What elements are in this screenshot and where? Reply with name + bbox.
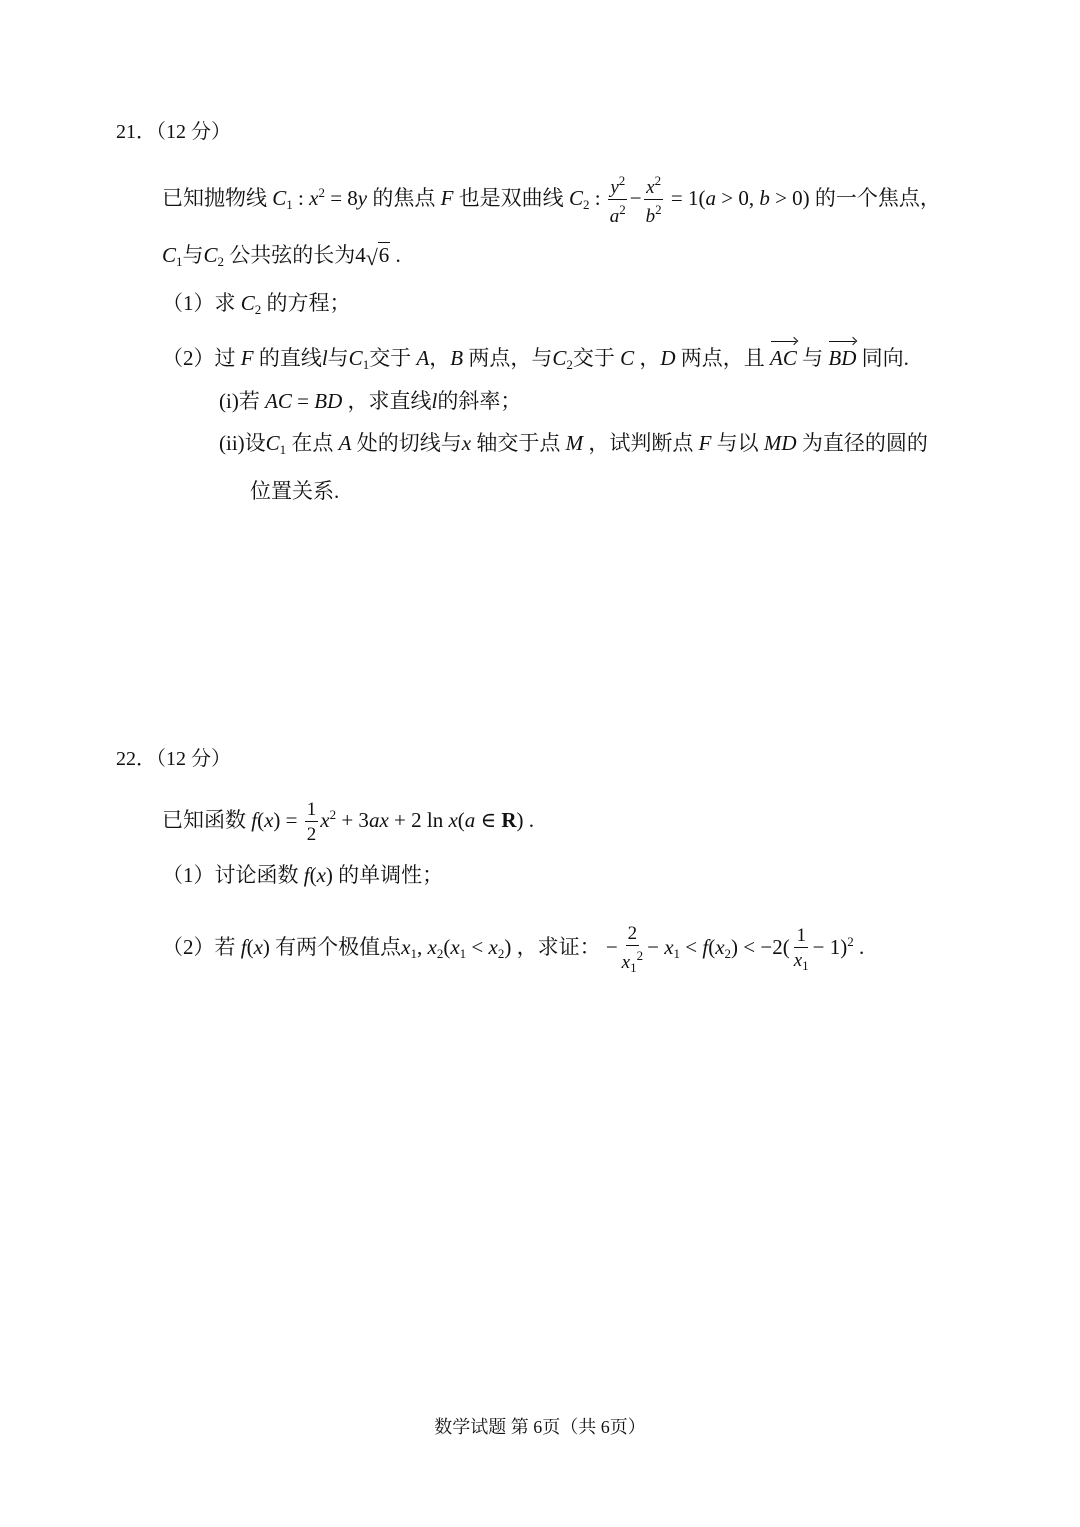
q21-header: 21．（12 分） — [116, 121, 231, 143]
q22-header: 22．（12 分） — [116, 748, 231, 770]
page-footer: 数学试题 第 6页（共 6页） — [434, 1417, 646, 1437]
q21-intro-line1: 已知抛物线 $C_1$ : $x^2 = 8y$ 的焦点 F 也是双曲线 $C_2$ : $\frac{y^2}{a^2}$ − $\frac{x^2}{b^2}$ = 1(a > 0, b > 0) 的一个焦点， — [162, 173, 941, 227]
q21-part2-ii: (ii)设$C_1$ 在点 A 处的切线与x 轴交于点 M ，试判断点 F 与以 MD 为直径的圆的 — [219, 431, 928, 457]
q22-part2: （2）若 f(x) 有两个极值点$x_1$, $x_2(x_1 < x_2)$ ，求证： − $\frac{2}{x_1^2}$ − $x_1 < f(x_2) < -2$( $\frac{1}{x_1}$ − 1)$^2$ . — [162, 923, 865, 975]
q22-part1: （1）讨论函数 f(x) 的单调性； — [162, 863, 444, 887]
q21-part1: （1）求 $C_2$ 的方程； — [162, 291, 351, 317]
q21-part2: （2）过 F 的直线l与$C_1$交于 A，B 两点，与$C_2$交于 C ，D 两点，且 AC 与 BD 同向. — [162, 339, 909, 380]
q22-intro: 已知函数 f(x) = $\frac{1}{2}$ $x^2 + 3ax + 2$ ln x(a ∈ R) . — [162, 799, 534, 846]
q21-part2-ii-cont: 位置关系. — [250, 479, 340, 503]
q21-part2-i: (i)若 AC = BD ，求直线l的斜率； — [219, 389, 522, 413]
q21-intro-line2: $C_1$与$C_2$ 公共弦的长为4 √ 6 . — [162, 243, 401, 270]
